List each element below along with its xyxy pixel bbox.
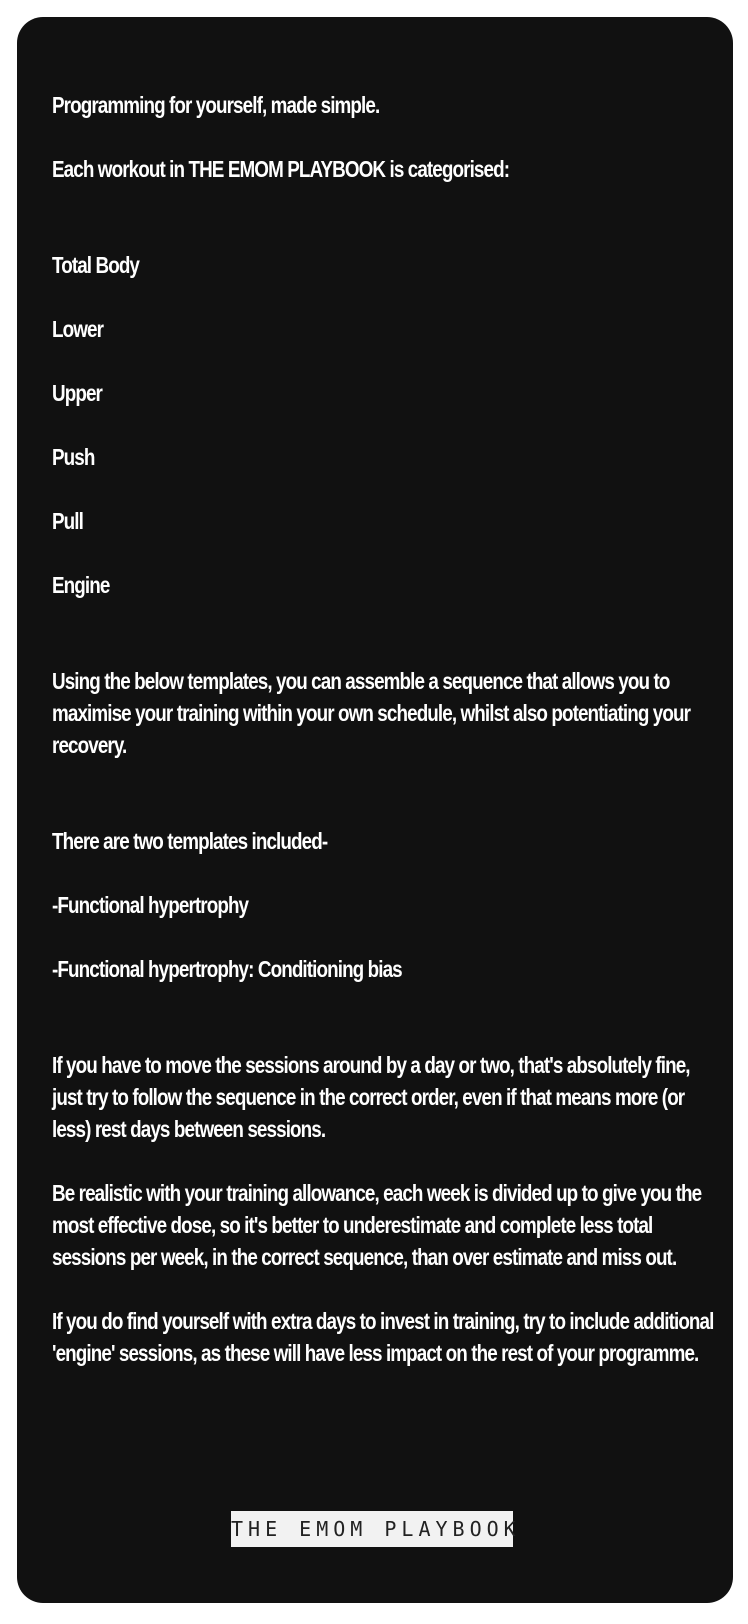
category-item: Push: [52, 444, 95, 470]
move-sessions-paragraph: If you have to move the sessions around by a day or two, that's absolutely fine, just try to follow the sequence in the correct order, even if that means more (or less) rest days between sessions.: [52, 1052, 690, 1142]
intro-text: Programming for yourself, made simple.: [52, 92, 380, 118]
realistic-paragraph: Be realistic with your training allowance, each week is divided up to give you the most effective dose, so it's better to underestimate and complete less total sessions per week, in the correct sequence, than over estimate and miss out.: [52, 1180, 702, 1270]
templates-heading: There are two templates included-: [52, 828, 328, 854]
category-item: Pull: [52, 508, 83, 534]
template-item: -Functional hypertrophy: Conditioning bias: [52, 956, 402, 982]
category-item: Upper: [52, 380, 102, 406]
extra-days-paragraph: If you do find yourself with extra days to invest in training, try to include additional 'engine' sessions, as these will have less impact on the rest of your programme.: [52, 1308, 714, 1366]
templates-paragraph: Using the below templates, you can assemble a sequence that allows you to maximise your training within your own schedule, whilst also potentiating your recovery.: [52, 668, 691, 758]
footer-brand-badge: THE EMOM PLAYBOOK: [231, 1511, 513, 1547]
categorised-text: Each workout in THE EMOM PLAYBOOK is categorised:: [52, 156, 510, 182]
category-list: [52, 217, 722, 633]
content-card: [17, 17, 733, 1603]
article-body: [52, 89, 722, 1401]
templates-list: [52, 793, 722, 1017]
category-item: Lower: [52, 316, 104, 342]
template-item: -Functional hypertrophy: [52, 892, 249, 918]
category-item: Engine: [52, 572, 110, 598]
category-item: Total Body: [52, 252, 140, 278]
